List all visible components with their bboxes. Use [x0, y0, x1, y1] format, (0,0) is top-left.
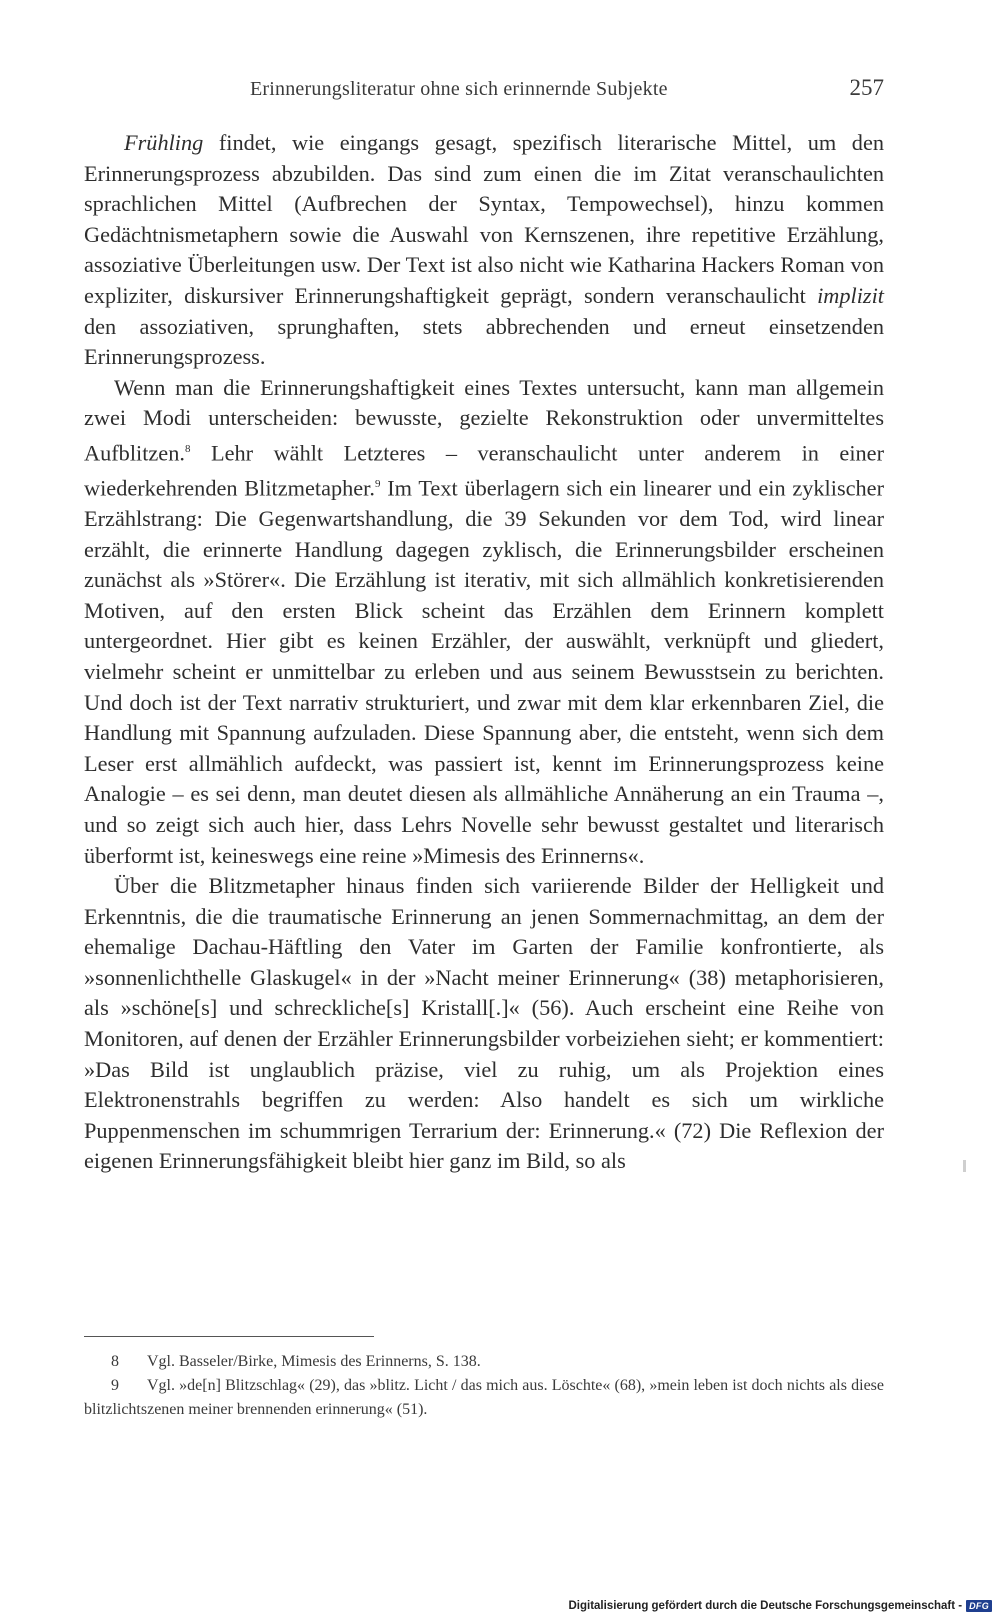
italic-word: implizit: [817, 282, 884, 308]
paragraph-text: Im Text überlagern sich ein linearer und ein zyklischer Erzählstrang: Die Gegenwartshandlung, die 39 Sekunden vor dem Tod, wird linear erzählt, die erinnerte Handlung dagegen zyklisch, die Erinnerungsbilder erscheinen zunächst als »Störer«. Die Erzählung ist iterativ, mit sich allmählich konkretisierenden Motiven, auf den ersten Blick scheint das Erzählen dem Erinnern komplett untergeordnet. Hier gibt es keinen Erzähler, der auswählt, verknüpft und gliedert, vielmehr scheint er unmittelbar zu erleben und aus seinem Bewusstsein zu berichten. Und doch ist der Text narrativ strukturiert, und zwar mit dem klar erkennbaren Ziel, die Handlung mit Spannung aufzuladen. Diese Spannung aber, die entsteht, wenn sich dem Leser erst allmählich aufdeckt, was passiert ist, kennt im Erinnerungsprozess keine Analogie – es sei denn, man deutet diesen als allmähliche Annäherung an ein Trauma –, und so zeigt sich auch hier, dass Lehrs Novelle sehr bewusst gestaltet und literarisch überformt ist, keineswegs eine reine »Mimesis des Erinnerns«.: [84, 475, 884, 868]
paragraph-2: [84, 373, 884, 871]
paragraph-1: [84, 128, 884, 373]
dfg-funding-banner: [568, 1600, 992, 1612]
dfg-logo-icon: DFG: [966, 1600, 992, 1612]
footnotes: [84, 1350, 884, 1422]
paragraph-text: den assoziativen, sprunghaften, stets abbrechenden und erneut einsetzenden Erinnerungsprozess.: [84, 313, 884, 370]
banner-text: Digitalisierung gefördert durch die Deutsche Forschungsgemeinschaft -: [568, 1600, 963, 1612]
page-number: 257: [849, 75, 884, 100]
footnote-ref-8[interactable]: 8: [184, 442, 191, 455]
footnote-divider: [84, 1336, 374, 1337]
paragraph-text: Lehr wählt Letzteres – veranschaulicht unter anderem in einer wiederkehrenden Blitzmetapher.: [84, 440, 884, 501]
footnote-text: Vgl. »de[n] Blitzschlag« (29), das »blitz. Licht / das mich aus. Löschte« (68), »mein leben ist doch nichts als diese blitzlichtszenen meiner brennenden erinnerung« (51).: [84, 1377, 884, 1418]
paragraph-text: Über die Blitzmetapher hinaus finden sich variierende Bilder der Helligkeit und Erkenntnis, die die traumatische Erinnerung an jenen Sommernachmittag, an dem der ehemalige Dachau-Häftling den Vater im Garten der Familie konfrontierte, als »sonnenlichthelle Glaskugel« in der »Nacht meiner Erinnerung« (38) metaphorisieren, als »schöne[s] und schreckliche[s] Kristall[.]« (56). Auch erscheint eine Reihe von Monitoren, auf denen der Erzähler Erinnerungsbilder vorbeiziehen sieht; er kommentiert: »Das Bild ist unglaublich präzise, viel zu ruhig, um als Projektion eines Elektronenstrahls begriffen zu werden: Also handelt es sich um wirkliche Puppenmenschen im schummrigen Terrarium der: Erinnerung.« (72) Die Reflexion der eigenen Erinnerungsfähigkeit bleibt hier ganz im Bild, so als: [84, 873, 884, 1174]
footnote-text: Vgl. Basseler/Birke, Mimesis des Erinnerns, S. 138.: [147, 1353, 481, 1370]
footnote-number: 8: [111, 1353, 119, 1370]
footnote-8: [84, 1350, 884, 1374]
footnote-ref-9[interactable]: 9: [374, 477, 381, 490]
footnote-9: [84, 1374, 884, 1422]
paragraph-text: findet, wie eingangs gesagt, spezifisch literarische Mittel, um den Erinnerungsprozess abzubilden. Das sind zum einen die im Zitat veranschaulichten sprachlichen Mittel (Aufbrechen der Syntax, Tempowechsel), hinzu kommen Gedächtnismetaphern sowie die Auswahl von Kernszenen, ihre repetitive Erzählung, assoziative Überleitungen usw. Der Text ist also nicht wie Katharina Hackers Roman von expliziter, diskursiver Erinnerungshaftigkeit geprägt, sondern veranschaulicht: [84, 130, 884, 308]
paragraph-3: [84, 871, 884, 1177]
paragraph-text: Wenn man die Erinnerungshaftigkeit eines Textes untersucht, kann man allgemein zwei Modi unterscheiden: bewusste, gezielte Rekonstruktion oder unvermitteltes Aufblitzen.: [84, 374, 884, 466]
footnote-number: 9: [111, 1377, 119, 1394]
main-text: [84, 128, 884, 1177]
italic-title: Frühling: [124, 130, 204, 155]
running-title: Erinnerungsliteratur ohne sich erinnernde Subjekte: [250, 78, 668, 100]
scan-artifact: [963, 1160, 966, 1172]
